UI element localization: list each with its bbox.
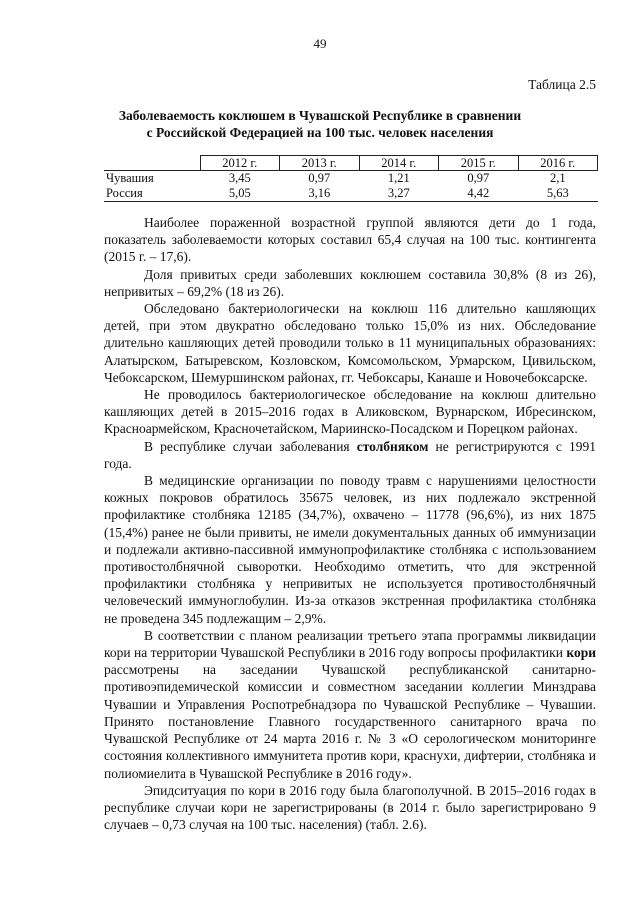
- paragraph: Наиболее пораженной возрастной группой являются дети до 1 года, показатель заболеваемости которых составил 65,4 случая на 100 тыс. контингента (2015 г. – 17,6).: [104, 215, 596, 265]
- table-corner-cell: [104, 156, 200, 171]
- row-name: Чувашия: [106, 171, 154, 185]
- table-row: [104, 171, 598, 187]
- text-run: не регистрируются с 1991 года.: [104, 438, 596, 471]
- paragraph: [104, 627, 596, 782]
- text-run: В республике случаи заболевания: [144, 438, 357, 454]
- paragraph: Эпидситуация по кори в 2016 году была благополучной. В 2015–2016 годах в республике случаи кори не зарегистрированы (в 2014 г. было зарегистрировано 9 случаев – 0,73 случая на 100 тыс. населения) (табл. 2.6).: [104, 782, 596, 833]
- column-header: 2012 г.: [200, 156, 280, 171]
- bold-term: столбняком: [356, 438, 429, 454]
- table-title: [100, 107, 540, 141]
- paragraph: Обследовано бактериологически на коклюш 116 длительно кашляющих детей, при этом двукратно обследовано только 15,0% из них. Обследование длительно кашляющих детей проводили только в 11 муниципальных образованиях: Алатырском, Батыревском, Козловском, Комсомольском, Урмарском, Цивильском, Чебоксарском, Шемуршинском районах, гг. Чебоксары, Канаше и Новочебоксарске.: [104, 301, 596, 385]
- column-header: 2015 г.: [439, 156, 519, 171]
- row-name: Россия: [104, 186, 200, 202]
- table-title-line1: Заболеваемость коклюшем в Чувашской Республике в сравнении: [118, 108, 522, 123]
- paragraph: В медицинские организации по поводу травм с нарушениями целостности кожных покровов обратилось 35675 человек, из них подлежало экстренной профилактике столбняка 12185 (34,7%), охвачено – 11778 (96,6%), из них 1875 (15,4%) ранее не были привиты, не имели документальных данных об иммунизации и подлежали активно-пассивной иммунопрофилактике столбняка с использованием противостолбнячной сыворотки. Необходимо отметить, что для экстренной профилактики столбняка у непривитых не используется противостолбнячный человеческий иммуноглобулин. Из-за отказов экстренная профилактика столбняка не проведена 345 подлежащим – 2,9%.: [104, 473, 596, 626]
- paragraph: Доля привитых среди заболевших коклюшем составила 30,8% (8 из 26), непривитых – 69,2% (18 из 26).: [104, 266, 596, 299]
- paragraph: Не проводилось бактериологическое обследование на коклюш длительно кашляющих детей в 2015–2016 годах в Аликовском, Вурнарском, Ибресинском, Красноармейском, Красночетайском, Мариинско-Посадском и Порецком районах.: [104, 387, 596, 437]
- text-run: рассмотрены на заседании Чувашской республиканской санитарно-противоэпидемической комиссии и совместном заседании коллегии Минздрава Чувашии и Управления Роспотребнадзора по Чувашской Республике – Чувашии. Принято постановление Главного государственного санитарного врача по Чувашской Республике от 24 марта 2016 г. № 3 «О серологическом мониторинге состояния коллективного иммунитета против кори, краснухи, дифтерии, столбняка и полиомиелита в Чувашской Республике в 2016 году».: [104, 662, 596, 781]
- table-cell: 5,05: [200, 186, 280, 202]
- table-cell: 2,1: [549, 171, 566, 185]
- paragraph: [104, 438, 596, 472]
- column-header: 2014 г.: [359, 156, 439, 171]
- table-cell: 4,42: [439, 186, 519, 202]
- text-run: В соответствии с планом реализации третьего этапа программы ликвидации кори на территории Чувашской Республики в 2016 году вопросы профилактики: [104, 627, 596, 661]
- table-cell: 0,97: [467, 171, 490, 185]
- table-cell: 5,63: [518, 186, 598, 202]
- column-header: 2013 г.: [280, 156, 360, 171]
- table-cell: 3,27: [359, 186, 439, 202]
- bold-term: кори: [566, 645, 596, 661]
- table-title-line2: с Российской Федерацией на 100 тыс. человек населения: [146, 125, 494, 140]
- incidence-table: [104, 155, 598, 202]
- table-cell: 1,21: [387, 171, 410, 185]
- table-cell: 3,16: [280, 186, 360, 202]
- table-cell: 0,97: [308, 171, 331, 185]
- page-number: 49: [313, 36, 327, 51]
- table-row: [104, 186, 598, 202]
- column-header: 2016 г.: [518, 156, 598, 171]
- table-header-row: [104, 156, 598, 171]
- table-label: Таблица 2.5: [528, 77, 596, 92]
- table-cell: 3,45: [228, 171, 251, 185]
- body-text: [104, 214, 596, 833]
